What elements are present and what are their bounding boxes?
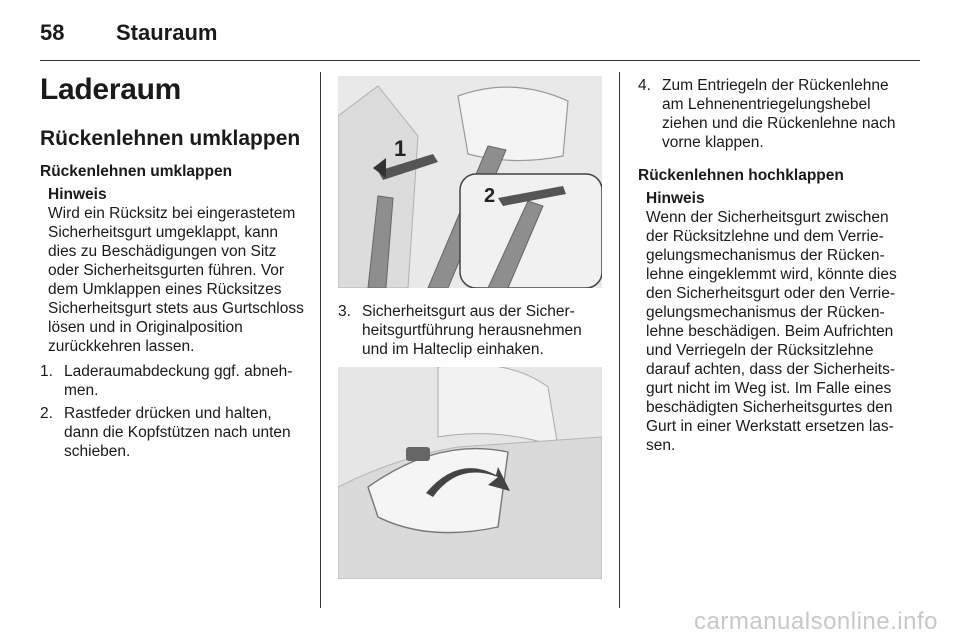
note-title: Hinweis	[646, 190, 705, 207]
note-box	[48, 185, 306, 356]
sub-heading: Rückenlehnen umklappen	[40, 163, 233, 180]
header-rule	[40, 60, 920, 61]
figure-label-1: 1	[394, 136, 407, 161]
page-number: 58	[40, 20, 65, 45]
column-divider-2	[619, 72, 620, 608]
step-text: Sicherheitsgurt aus der Sicherheitsgurtführung herausnehmen und im Halteclip einhaken.	[362, 303, 582, 358]
figure-label-2: 2	[484, 185, 496, 207]
list-item	[40, 362, 306, 400]
step-text: Laderaumabdeckung ggf. abnehmen.	[64, 363, 293, 399]
note-text: Wenn der Sicherheitsgurt zwischen der Rücksitzlehne und dem Verriegelungsmechanismus der Rückenlehne eingeklemmt wird, könnte dies den Sicherheitsgurt oder den Verriegelungsmechanismus der Rückenlehne beschädigen. Beim Aufrichten und Verriegeln der Rücksitzlehne darauf achten, dass der Sicherheitsgurt nicht im Weg ist. Im Falle eines beschädigten Sicherheitsgurtes den Gurt in einer Werkstatt ersetzen lassen.	[646, 209, 897, 454]
sub-heading: Rückenlehnen hochklappen	[638, 167, 844, 184]
step-number: 1.	[40, 363, 53, 380]
list-item	[638, 76, 900, 152]
step-list	[338, 302, 602, 359]
step-list	[40, 362, 306, 461]
note-title: Hinweis	[48, 186, 107, 203]
list-item	[338, 302, 602, 359]
page-header	[40, 14, 920, 50]
note-text: Wird ein Rücksitz bei eingerastetem Sicherheitsgurt umgeklappt, kann dies zu Beschädigungen von Sitz oder Sicherheitsgurten führen. Vor dem Umklappen eines Rücksitzes Sicherheitsgurt stets aus Gurtschloss lösen und in Originalposition zurückkehren lassen.	[48, 205, 304, 355]
step-text: Rastfeder drücken und halten, dann die Kopfstützen nach unten schieben.	[64, 405, 291, 460]
chapter-heading: Rückenlehnen umklappen	[40, 127, 301, 150]
list-item	[40, 404, 306, 461]
column-divider-1	[320, 72, 321, 608]
step-text: Zum Entriegeln der Rückenlehne am Lehnenentriegelungshebel ziehen und die Rückenlehne nach vorne klappen.	[662, 77, 896, 151]
seatbelt-illustration	[338, 76, 602, 288]
step-list	[638, 76, 900, 152]
step-number: 3.	[338, 303, 351, 320]
page-title: Laderaum	[40, 73, 181, 106]
column-1	[40, 72, 306, 465]
column-3	[638, 72, 900, 455]
watermark: carmanualsonline.info	[694, 608, 938, 635]
note-box	[646, 189, 900, 455]
backrest-release-illustration	[338, 367, 602, 579]
step-number: 4.	[638, 77, 651, 94]
step-number: 2.	[40, 405, 53, 422]
section-title: Stauraum	[116, 20, 218, 45]
column-2	[338, 72, 602, 579]
